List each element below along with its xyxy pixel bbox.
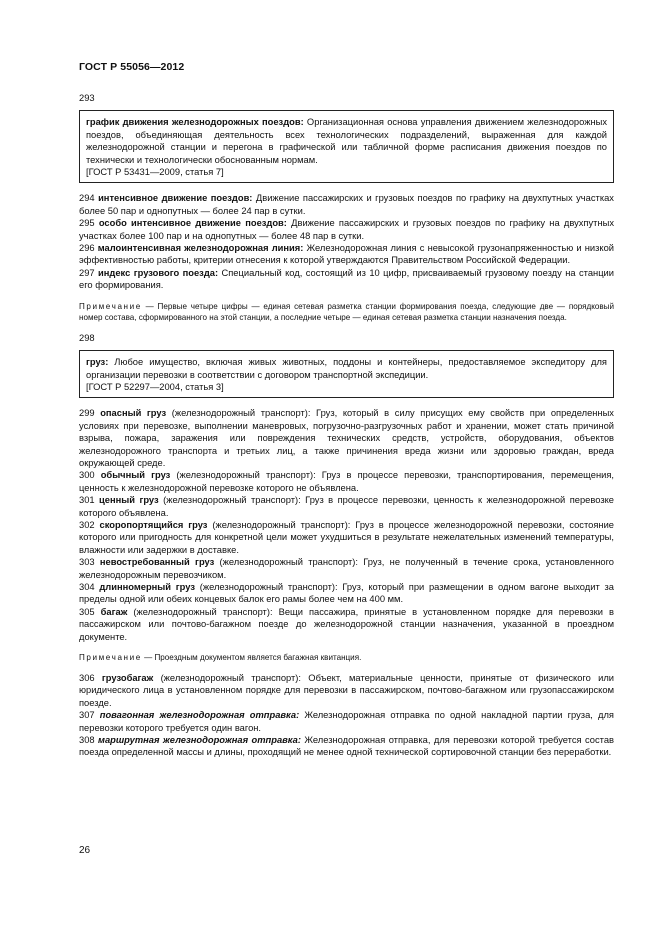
definition-entry bbox=[79, 267, 614, 292]
term: малоинтенсивная железнодорожная линия: bbox=[97, 243, 304, 254]
definition-number: 293 bbox=[79, 93, 95, 103]
term: ценный груз bbox=[99, 495, 159, 506]
source-reference: [ГОСТ Р 52297—2004, статья 3] bbox=[86, 381, 224, 392]
definition-text: Любое имущество, включая живых животных, поддоны и контейнеры, предоставляемое экспедитору для организации перевозки в соответствии с договором транспортной экспедиции. bbox=[86, 357, 607, 380]
entry-number: 302 bbox=[79, 519, 95, 530]
term: график движения железнодорожных поездов: bbox=[86, 117, 304, 128]
entry-number: 304 bbox=[79, 582, 95, 592]
term: особо интенсивное движение поездов: bbox=[98, 218, 287, 229]
definition-text: Движение пассажирских и грузовых поездов по графику на двухпутных участках более 100 пар и на однопутных — более 48 пар в сутки. bbox=[79, 218, 614, 241]
term: опасный груз bbox=[100, 408, 167, 419]
definition-entry bbox=[79, 556, 614, 581]
quoted-definition-box bbox=[79, 110, 614, 183]
definition-text: Движение пассажирских и грузовых поездов по графику на двухпутных участках более 50 пар и однопутных — более 24 пар в сутки. bbox=[79, 193, 614, 216]
page-number: 26 bbox=[79, 845, 91, 856]
term: грузобагаж bbox=[101, 673, 154, 684]
entry-number: 295 bbox=[79, 218, 95, 229]
entry-number: 305 bbox=[79, 606, 95, 617]
definition-text: Железнодорожная отправка, для перевозки которой требуется состав поезда определенной массы и длины, проходящий не менее одной технической сортировочной станции без переработки. bbox=[79, 735, 614, 758]
entry-number: 301 bbox=[79, 495, 95, 506]
definition-text: (железнодорожный транспорт): Груз, который при размещении в одном вагоне выходит за пределы одной или обеих концевых балок его рамы более чем на 400 мм. bbox=[79, 582, 614, 605]
term: повагонная железнодорожная отправка: bbox=[99, 710, 300, 721]
definition-entry bbox=[79, 581, 614, 606]
entry-number: 303 bbox=[79, 557, 95, 568]
term: индекс грузового поезда: bbox=[98, 267, 219, 278]
definition-entry bbox=[79, 217, 614, 242]
definition-entry bbox=[79, 672, 614, 709]
term: невостребованный груз bbox=[99, 557, 215, 568]
entry-number: 307 bbox=[79, 710, 95, 721]
definition-text: Специальный код, состоящий из 10 цифр, присваиваемый грузовому поезду на станции его формирования. bbox=[79, 267, 614, 291]
term: скоропортящийся груз bbox=[99, 519, 208, 530]
term: багаж bbox=[100, 606, 128, 617]
entry-number: 308 bbox=[79, 735, 95, 746]
definition-entry bbox=[79, 469, 614, 494]
quoted-definition-box bbox=[79, 350, 614, 398]
entry-number: 294 bbox=[79, 193, 95, 204]
definition-entry bbox=[79, 407, 614, 469]
definition-text: (железнодорожный транспорт): Груз в процессе железнодорожной перевозки, состояние которого или пригодность для конкретной цели может ухудшиться в результате нежелательных изменений температуры, влажности или задержки в доставке. bbox=[79, 519, 614, 555]
definition-number: 298 bbox=[79, 332, 95, 343]
definition-text: (железнодорожный транспорт): Вещи пассажира, принятые в установленном порядке для перевозки в пассажирском или почтово-багажном поезде до железнодорожной станции назначения, указанной в проездном документе. bbox=[79, 606, 614, 642]
entry-number: 297 bbox=[79, 267, 95, 278]
definition-text: (железнодорожный транспорт): Объект, материальные ценности, принятые от физического или юридического лица в установленном порядке для перевозки в пассажирском, почтово-багажном или грузопассажирском поезде. bbox=[79, 673, 614, 708]
note-text: — Проездным документом является багажная квитанция. bbox=[141, 653, 362, 663]
definition-entry bbox=[79, 734, 614, 759]
definition-entry bbox=[79, 242, 614, 267]
definition-entry bbox=[79, 192, 614, 217]
term: груз: bbox=[86, 357, 109, 368]
definition-text: (железнодорожный транспорт): Груз, не полученный в течение срока, установленного железнодорожным перевозчиком. bbox=[79, 557, 614, 580]
entry-number: 296 bbox=[79, 243, 95, 254]
definition-entry bbox=[79, 519, 614, 556]
note-label: Примечание bbox=[79, 301, 142, 311]
source-reference: [ГОСТ Р 53431—2009, статья 7] bbox=[86, 167, 224, 178]
term: обычный груз bbox=[100, 470, 171, 481]
note-label: Примечание bbox=[79, 653, 142, 663]
term: маршрутная железнодорожная отправка: bbox=[98, 735, 301, 746]
definition-text: (железнодорожный транспорт): Груз в процессе перевозки, ценность к железнодорожной перевозке которого объявлена. bbox=[79, 495, 614, 518]
definition-entry bbox=[79, 494, 614, 519]
note-text: — Первые четыре цифры — единая сетевая разметка станции формирования поезда, следующие две — порядковый номер состава, сформированного на этой станции, а последние четыре — единая сетевая разметка станции назначения поезда. bbox=[79, 301, 614, 322]
definition-text: Железнодорожная линия с невысокой грузонапряженностью и низкой эффективностью работы, критерии отнесения к которой утверждаются Правительством Российской Федерации. bbox=[79, 243, 614, 266]
definition-text: (железнодорожный транспорт): Груз, который в силу присущих ему свойств при определенных условиях при перевозке, выполнении маневровых, погрузочно-разгрузочных работ и хранении, может стать причиной взрыва, пожара, заражения или повреждения технических средств, устройств, оборудования, объектов железнодорожного транспорта и третьих лиц, а также причинения вреда жизни или здоровью граждан, вреда окружающей среде. bbox=[79, 408, 614, 468]
entry-number: 300 bbox=[79, 470, 95, 481]
definition-text: (железнодорожный транспорт): Груз в процессе перевозки, транспортирования, перемещения, ценность к железнодорожной перевозке которого не объявлена. bbox=[79, 470, 614, 493]
document-body bbox=[79, 92, 614, 759]
definition-text: Организационная основа управления движением железнодорожных поездов, объединяющая деятельность всех технологических подразделений, выраженная для каждой железнодорожной станции и перегона в графической или табличной форме расписания движения поездов по технически и технологически обоснованным нормам. bbox=[86, 117, 607, 165]
note bbox=[79, 301, 614, 323]
term: интенсивное движение поездов: bbox=[98, 193, 253, 204]
entry-number: 299 bbox=[79, 408, 95, 419]
term: длинномерный груз bbox=[99, 582, 195, 592]
definition-entry bbox=[79, 709, 614, 734]
definition-entry bbox=[79, 606, 614, 643]
definition-text: Железнодорожная отправка по одной накладной партии груза, для перевозки которого требуется один вагон. bbox=[79, 710, 614, 733]
entry-number: 306 bbox=[79, 673, 95, 684]
standard-header: ГОСТ Р 55056—2012 bbox=[79, 61, 185, 73]
note bbox=[79, 652, 614, 663]
